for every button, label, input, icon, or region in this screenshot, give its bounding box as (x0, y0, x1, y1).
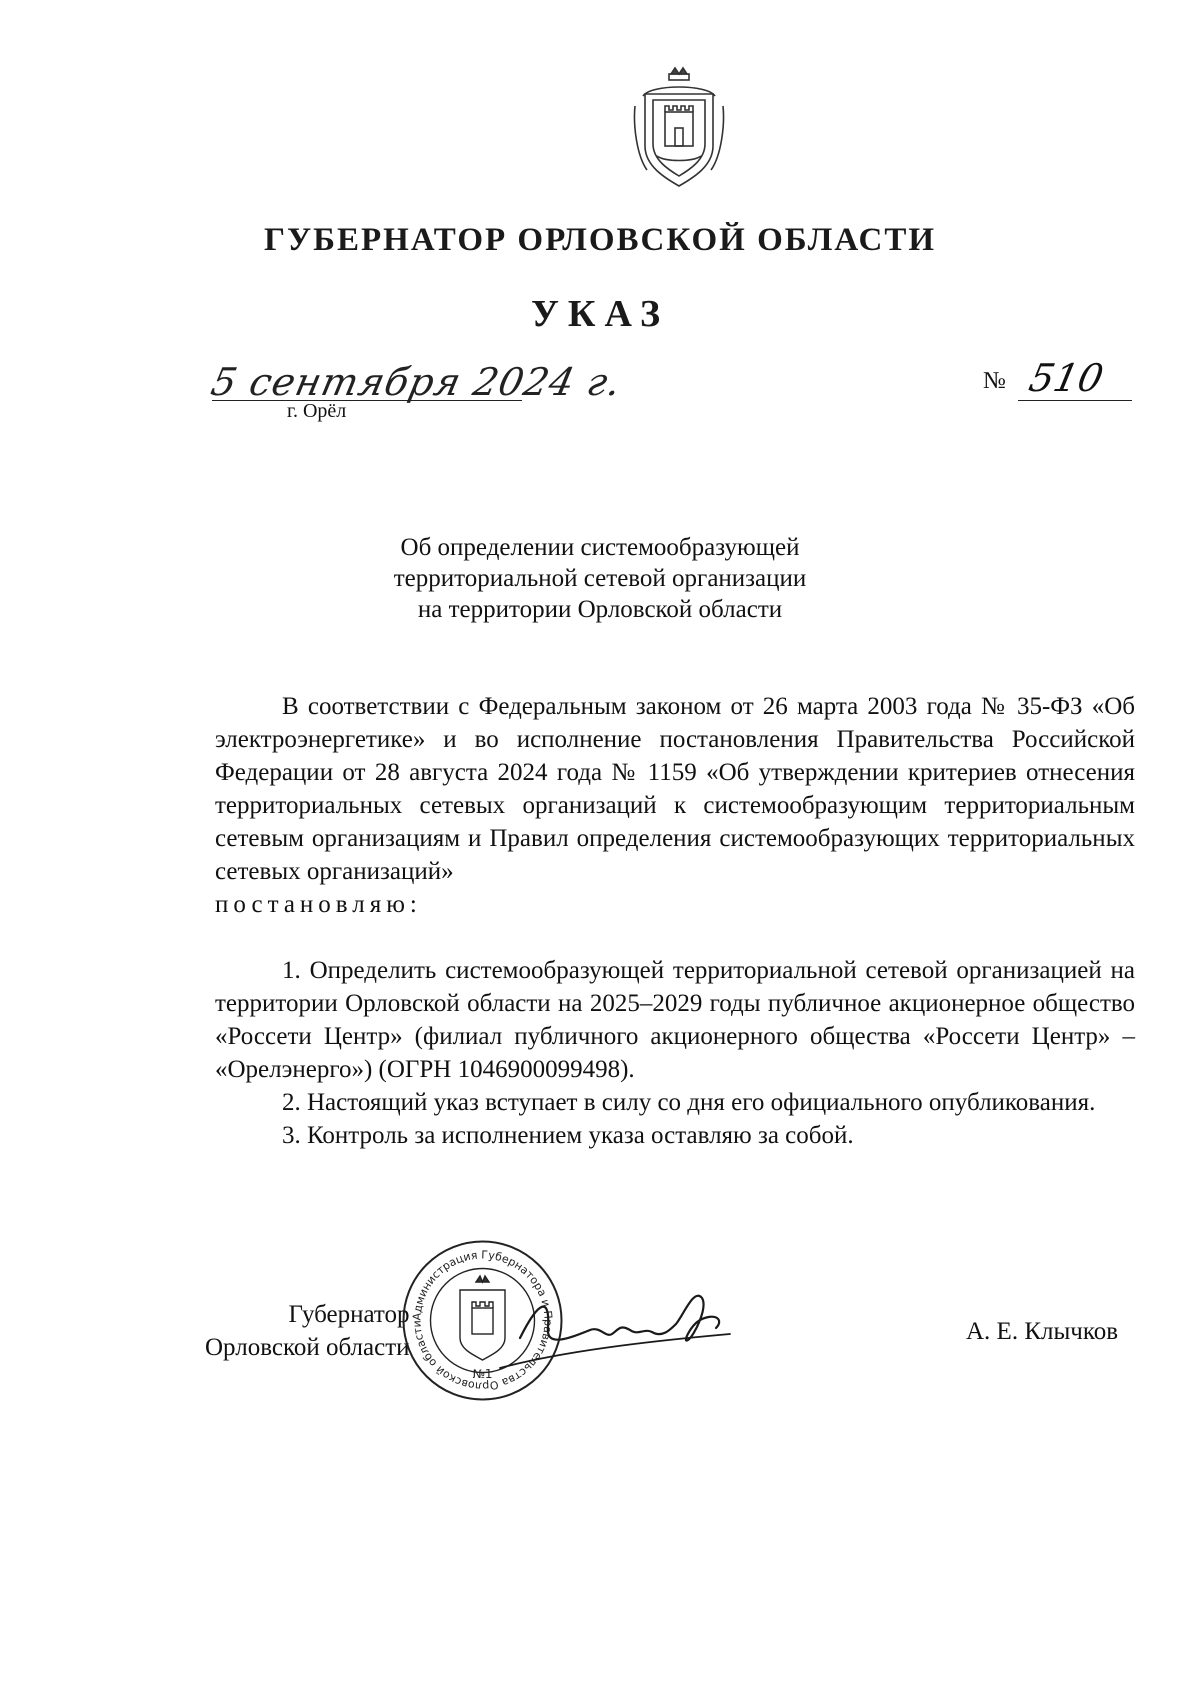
decree-subject (0, 532, 1200, 625)
decree-item-1: 1. Определить системообразующей территориальной сетевой организацией на территории Орловской области на 2025–2029 годы публичное акционерное общество «Россети Центр» (филиал публичного акционерного общества «Россети Центр» – «Орелэнерго») (ОГРН 1046900099498). (215, 957, 1135, 1083)
issuing-authority: ГУБЕРНАТОР ОРЛОВСКОЙ ОБЛАСТИ (263, 222, 937, 258)
subject-line: на территории Орловской области (417, 596, 783, 623)
signatory-title-line: Губернатор (288, 1301, 410, 1328)
signatory-title (205, 1298, 410, 1364)
decree-number: 510 (1025, 356, 1108, 400)
decree-item-3: 3. Контроль за исполнением указа оставляю за собой. (282, 1122, 854, 1149)
signatory-title-line: Орловской области (205, 1334, 410, 1361)
subject-line: Об определении системообразующей (400, 534, 800, 561)
svg-text:Администрация Губернатора и Пр: Администрация Губернатора и Правительства Орловской области (410, 1248, 555, 1393)
document-type: УКАЗ (531, 293, 669, 335)
resolve-clause: постановляю: (215, 891, 422, 918)
city: г. Орёл (287, 400, 347, 422)
number-sign: № (983, 368, 1006, 394)
number-underline (1018, 400, 1132, 401)
decree-body (215, 690, 1135, 1152)
decree-item-2: 2. Настоящий указ вступает в силу со дня его официального опубликования. (282, 1089, 1096, 1116)
coat-of-arms-icon (631, 66, 727, 190)
seal-number: №1 (472, 1367, 493, 1381)
date-underline (212, 400, 522, 401)
decree-date: 5 сентября 2024 г. (207, 360, 626, 404)
subject-line: территориальной сетевой организации (393, 565, 807, 592)
preamble-paragraph: В соответствии с Федеральным законом от 26 марта 2003 года № 35-ФЗ «Об электроэнергетике» и во исполнение постановления Правительства Российской Федерации от 28 августа 2024 года № 1159 «Об утверждении критериев отнесения территориальных сетевых организаций к системообразующим территориальным сетевым организациям и Правил определения системообразующих территориальных сетевых организаций» (215, 693, 1135, 885)
handwritten-signature (480, 1268, 740, 1378)
signatory-name: А. Е. Клычков (966, 1318, 1119, 1345)
